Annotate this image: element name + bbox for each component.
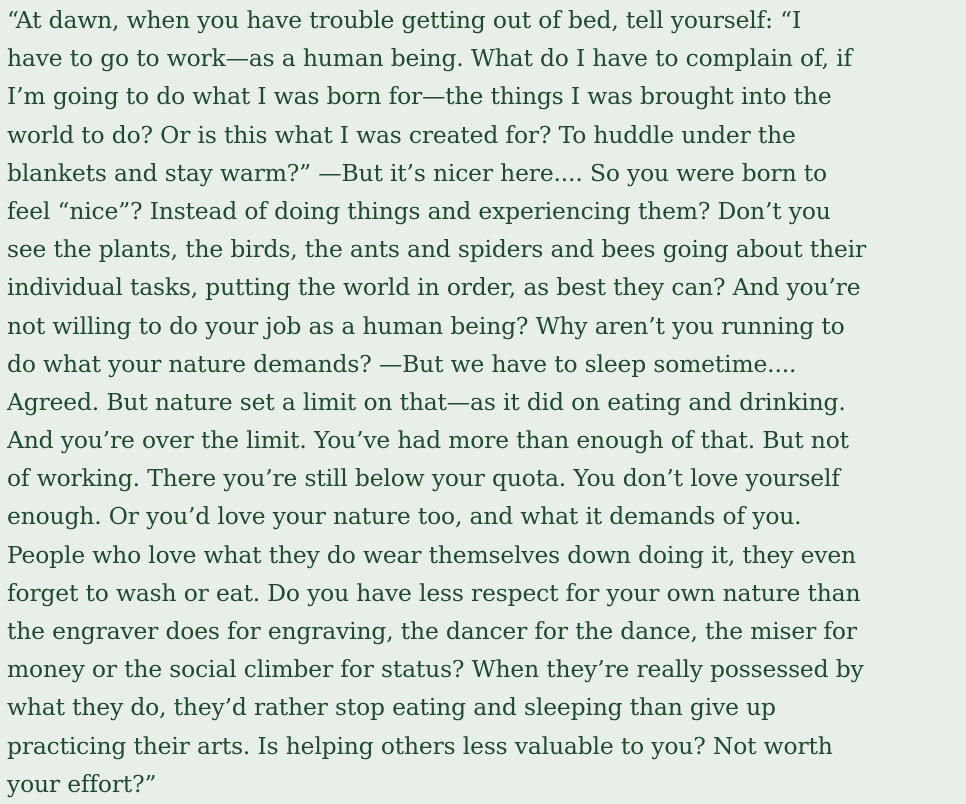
passage-line: the engraver does for engraving, the dancer for the dance, the miser for (7, 617, 857, 645)
passage-line: feel “nice”? Instead of doing things and experiencing them? Don’t you (7, 196, 831, 225)
passage-line: money or the social climber for status? When they’re really possessed by (7, 655, 864, 684)
passage-line: enough. Or you’d love your nature too, and what it demands of you. (7, 502, 802, 531)
passage-line: do what your nature demands? —But we have to sleep sometime.... (7, 349, 797, 378)
passage-line: of working. There you’re still below your quota. You don’t love yourself (7, 464, 840, 493)
passage-line: have to go to work—as a human being. What do I have to complain of, if (7, 44, 853, 73)
passage-line: Agreed. But nature set a limit on that—as it did on eating and drinking. (7, 387, 846, 416)
quote-passage (7, 1, 962, 803)
passage-line: see the plants, the birds, the ants and spiders and bees going about their (7, 235, 867, 264)
passage-line: And you’re over the limit. You’ve had more than enough of that. But not (7, 426, 849, 455)
passage-line: world to do? Or is this what I was created for? To huddle under the (7, 120, 796, 149)
passage-line: People who love what they do wear themselves down doing it, they even (7, 540, 856, 569)
passage-line: “At dawn, when you have trouble getting out of bed, tell yourself: “I (7, 6, 802, 34)
passage-line: forget to wash or eat. Do you have less respect for your own nature than (7, 578, 861, 607)
passage-line: what they do, they’d rather stop eating and sleeping than give up (7, 693, 776, 722)
passage-line: your effort?” (7, 769, 157, 798)
passage-line: not willing to do your job as a human being? Why aren’t you running to (7, 311, 845, 340)
passage-line: blankets and stay warm?” —But it’s nicer here.... So you were born to (7, 158, 827, 187)
passage-line: practicing their arts. Is helping others less valuable to you? Not worth (7, 731, 833, 760)
passage-line: individual tasks, putting the world in order, as best they can? And you’re (7, 273, 861, 302)
passage-line: I’m going to do what I was born for—the things I was brought into the (7, 82, 832, 111)
